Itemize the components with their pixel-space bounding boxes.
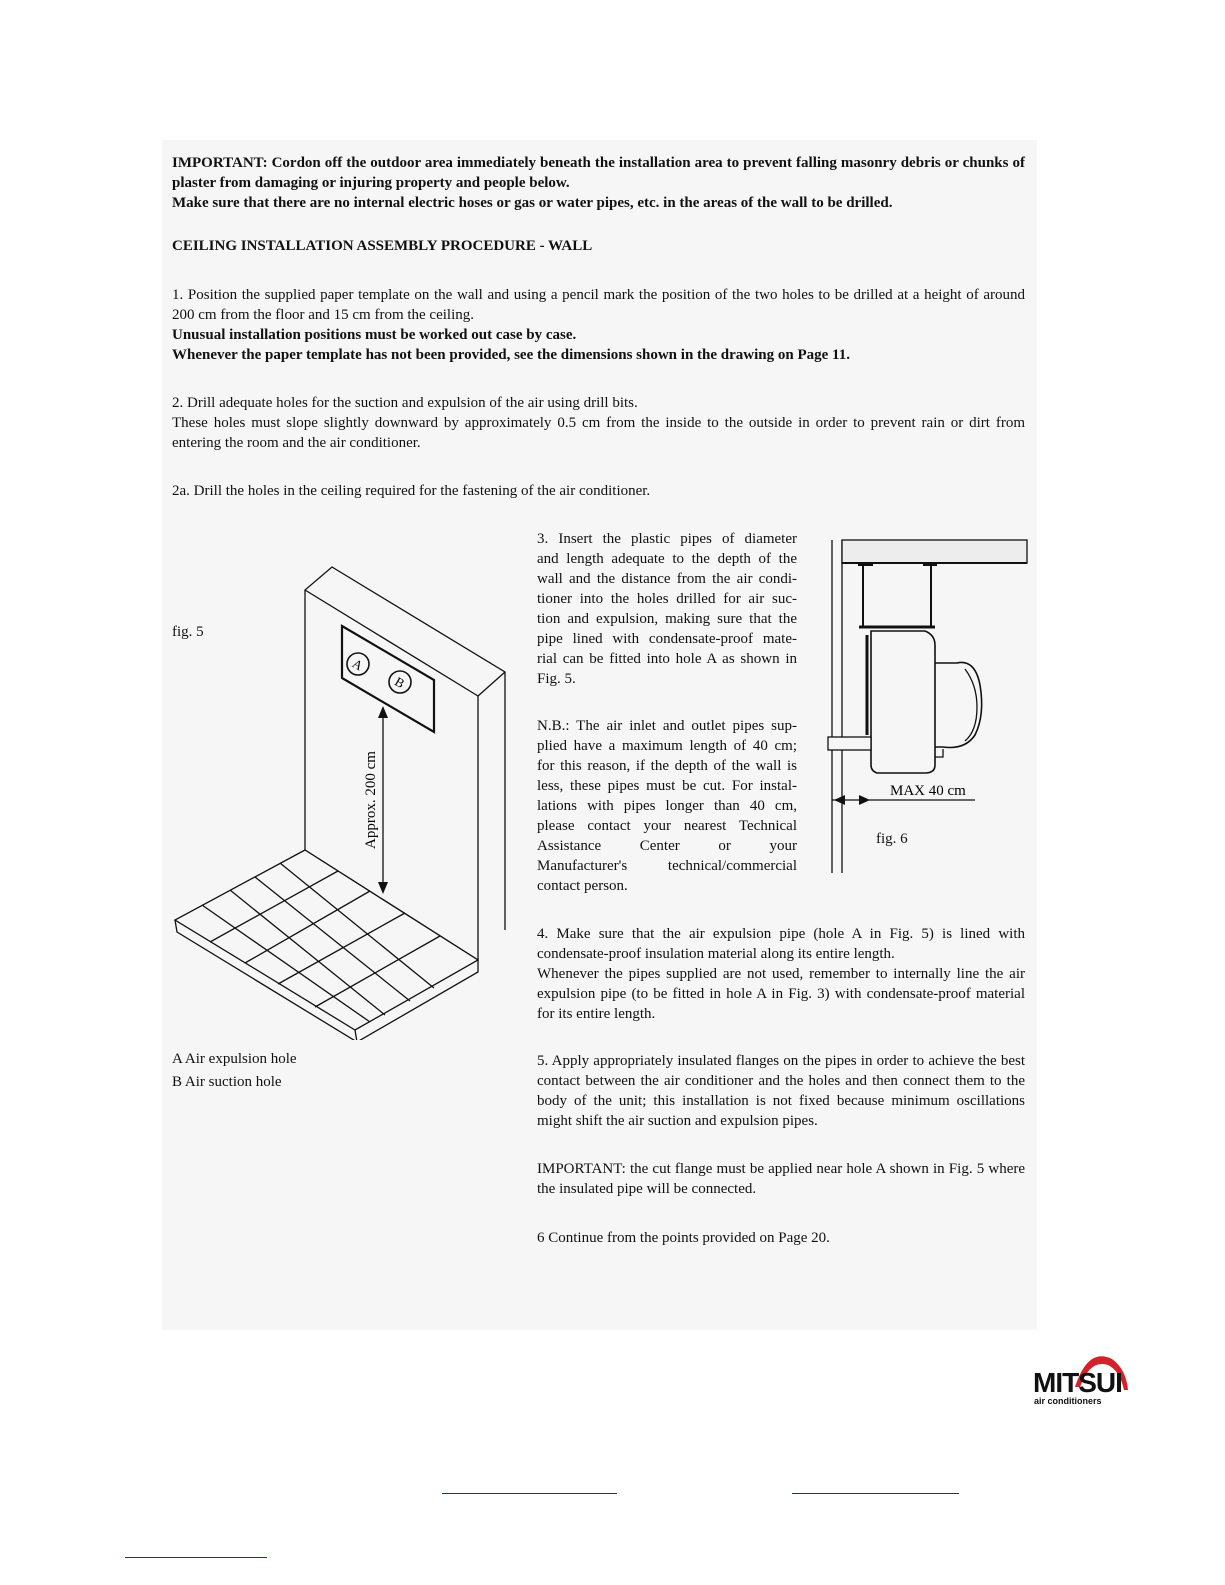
step-5: 5. Apply appropriately insulated flanges on the pipes in order to achieve the best contact between the air conditioner and the holes and then connect them to the body of the unit; this installation is not fixed because minimum oscillations might shift the air suction and expulsion pipes. xyxy=(537,1053,1025,1129)
max-length-label: MAX 40 cm xyxy=(890,783,966,799)
nb-line: N.B.: The air inlet and outlet pipes sup- xyxy=(537,718,797,734)
nb-line: please contact your nearest Technical xyxy=(537,818,797,834)
logo-tagline: air conditioners xyxy=(1034,1396,1102,1406)
logo-wordmark: MITSUI xyxy=(1033,1367,1122,1398)
step-2-line-2: These holes must slope slightly downward by approximately 0.5 cm from the inside to the outside in order to prevent rain or dirt from entering the room and the air conditioner. xyxy=(172,415,1025,451)
step-1-note-2: Whenever the paper template has not been provided, see the dimensions shown in the drawing on Page 11. xyxy=(172,347,850,363)
legend-hole-a: A Air expulsion hole xyxy=(172,1051,297,1067)
step-1-note-1: Unusual installation positions must be worked out case by case. xyxy=(172,327,577,343)
warning-text xyxy=(172,153,1025,213)
footer-link-3[interactable] xyxy=(125,1557,267,1558)
fig-6-drawing xyxy=(825,535,1030,875)
air-conditioner-unit xyxy=(871,631,935,773)
nb-line: less, these pipes must be cut. For instal- xyxy=(537,778,797,794)
paper-template xyxy=(342,626,434,732)
important-note: IMPORTANT: the cut flange must be applied near hole A shown in Fig. 5 where the insulated pipe will be connected. xyxy=(537,1161,1025,1197)
section-title: CEILING INSTALLATION ASSEMBLY PROCEDURE - WALL xyxy=(172,238,593,254)
fig-5-drawing xyxy=(170,560,510,1040)
nb-line: Manufacturer's technical/commercial xyxy=(537,858,797,874)
step-6: 6 Continue from the points provided on Page 20. xyxy=(537,1230,830,1246)
nb-line: plied have a maximum length of 40 cm; xyxy=(537,738,797,754)
warning-line-2: Make sure that there are no internal electric hoses or gas or water pipes, etc. in the areas of the wall to be drilled. xyxy=(172,195,893,211)
step-3 xyxy=(537,529,797,689)
step-4-line-1: 4. Make sure that the air expulsion pipe (hole A in Fig. 5) is lined with condensate-proof insulation material along its entire length. xyxy=(537,926,1025,962)
step-3-line: 3. Insert the plastic pipes of diameter xyxy=(537,531,797,547)
step-3-line: pipe lined with condensate-proof mate- xyxy=(537,631,797,647)
step-4 xyxy=(537,924,1025,1024)
legend-hole-b: B Air suction hole xyxy=(172,1074,282,1090)
fig-5-caption: fig. 5 xyxy=(172,624,204,640)
step-3-line: rial can be fitted into hole A as shown in xyxy=(537,651,797,667)
step-2a: 2a. Drill the holes in the ceiling required for the fastening of the air conditioner. xyxy=(172,483,651,499)
warning-line-1: IMPORTANT: Cordon off the outdoor area immediately beneath the installation area to prevent falling masonry debris or chunks of plaster from damaging or injuring property and people below. xyxy=(172,155,1025,191)
step-3-line: tioner into the holes drilled for air suc- xyxy=(537,591,797,607)
nb-line: contact person. xyxy=(537,878,628,894)
step-2 xyxy=(172,393,1025,453)
hole-a-label: A xyxy=(349,655,366,674)
fig-6-caption: fig. 6 xyxy=(876,831,908,847)
step-3-line: and length adequate to the depth of the xyxy=(537,551,797,567)
step-1-text: 1. Position the supplied paper template on the wall and using a pencil mark the position of the two holes to be drilled at a height of around 200 cm from the floor and 15 cm from the ceiling. xyxy=(172,287,1025,323)
footer-link-2[interactable] xyxy=(792,1493,959,1494)
footer-link-1[interactable] xyxy=(442,1493,617,1494)
nb-line: for this reason, if the depth of the wall is xyxy=(537,758,797,774)
ceiling xyxy=(842,540,1027,563)
nb-line: lations with pipes longer than 40 cm, xyxy=(537,798,797,814)
pipe xyxy=(828,737,871,750)
nb-line: Assistance Center or your xyxy=(537,838,797,854)
step-3-line: Fig. 5. xyxy=(537,671,576,687)
nb-note xyxy=(537,716,797,896)
step-2-line-1: 2. Drill adequate holes for the suction and expulsion of the air using drill bits. xyxy=(172,395,638,411)
hole-b-label: B xyxy=(392,673,408,692)
step-1 xyxy=(172,285,1025,365)
step-4-line-2: Whenever the pipes supplied are not used, remember to internally line the air expulsion pipe (to be fitted in hole A in Fig. 3) with condensate-proof material for its entire length. xyxy=(537,966,1025,1022)
step-3-line: wall and the distance from the air condi- xyxy=(537,571,797,587)
height-dimension-label: Approx. 200 cm xyxy=(363,751,379,849)
step-3-line: tion and expulsion, making sure that the xyxy=(537,611,797,627)
